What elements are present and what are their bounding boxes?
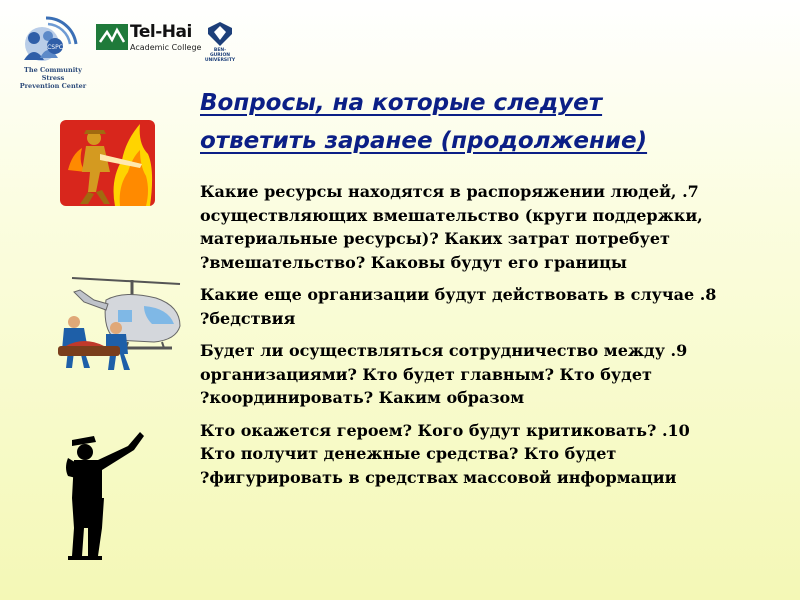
text-line: организациями? Кто будет главным? Кто будет: [200, 364, 652, 384]
title-line: Вопросы, на которые следует: [200, 90, 603, 116]
telhai-emblem-icon: [96, 22, 128, 52]
question-paragraph: [200, 419, 775, 490]
bgu-emblem-icon: [204, 20, 236, 48]
telhai-name: Tel-Hai: [130, 22, 192, 42]
question-paragraph: [200, 283, 775, 330]
title-line: ответить заранее (продолжение): [200, 128, 648, 154]
bgu-text-line: BEN-GURION: [209, 48, 231, 58]
question-paragraph: [200, 180, 775, 274]
police-officer-icon: [58, 428, 144, 560]
text-line: Какие еще организации будут действовать в случае .8: [200, 285, 717, 304]
csp-badge-text: CSPC: [47, 44, 63, 51]
csp-caption-line: Prevention Center: [19, 82, 87, 90]
slide-title: [200, 84, 760, 160]
telhai-logo: [96, 22, 200, 56]
helicopter-rescue-icon: [44, 270, 184, 380]
text-line: Какие ресурсы находятся в распоряжении людей, .7: [200, 182, 699, 201]
telhai-subtitle: Academic College: [130, 43, 202, 52]
bgu-text: [204, 48, 236, 63]
slide-body: [200, 180, 775, 498]
csp-caption: [12, 66, 94, 90]
text-line: материальные ресурсы)? Каких затрат потребует: [200, 229, 670, 248]
text-line: ?фигурировать в средствах массовой информации: [200, 467, 677, 487]
text-line: ?вмешательство? Каковы будут его границы: [200, 252, 627, 272]
question-paragraph: [200, 339, 775, 410]
text-line: Будет ли осуществляться сотрудничество между .9: [200, 341, 688, 360]
text-line: осуществляющих вмешательство (круги поддержки,: [200, 205, 703, 225]
bgu-text-line: UNIVERSITY: [204, 58, 236, 63]
text-line: Кто окажется героем? Кого будут критиковать? .10: [200, 420, 690, 440]
firefighter-icon: [60, 120, 155, 206]
csp-caption-line: The Community Stress: [24, 66, 82, 82]
text-line: ?бедствия: [200, 308, 296, 328]
logo-bar: [12, 14, 242, 90]
text-line: ?координировать? Каким образом: [200, 388, 525, 407]
bgu-logo: [204, 20, 236, 63]
text-line: Кто получит денежные средства? Кто будет: [200, 444, 617, 463]
